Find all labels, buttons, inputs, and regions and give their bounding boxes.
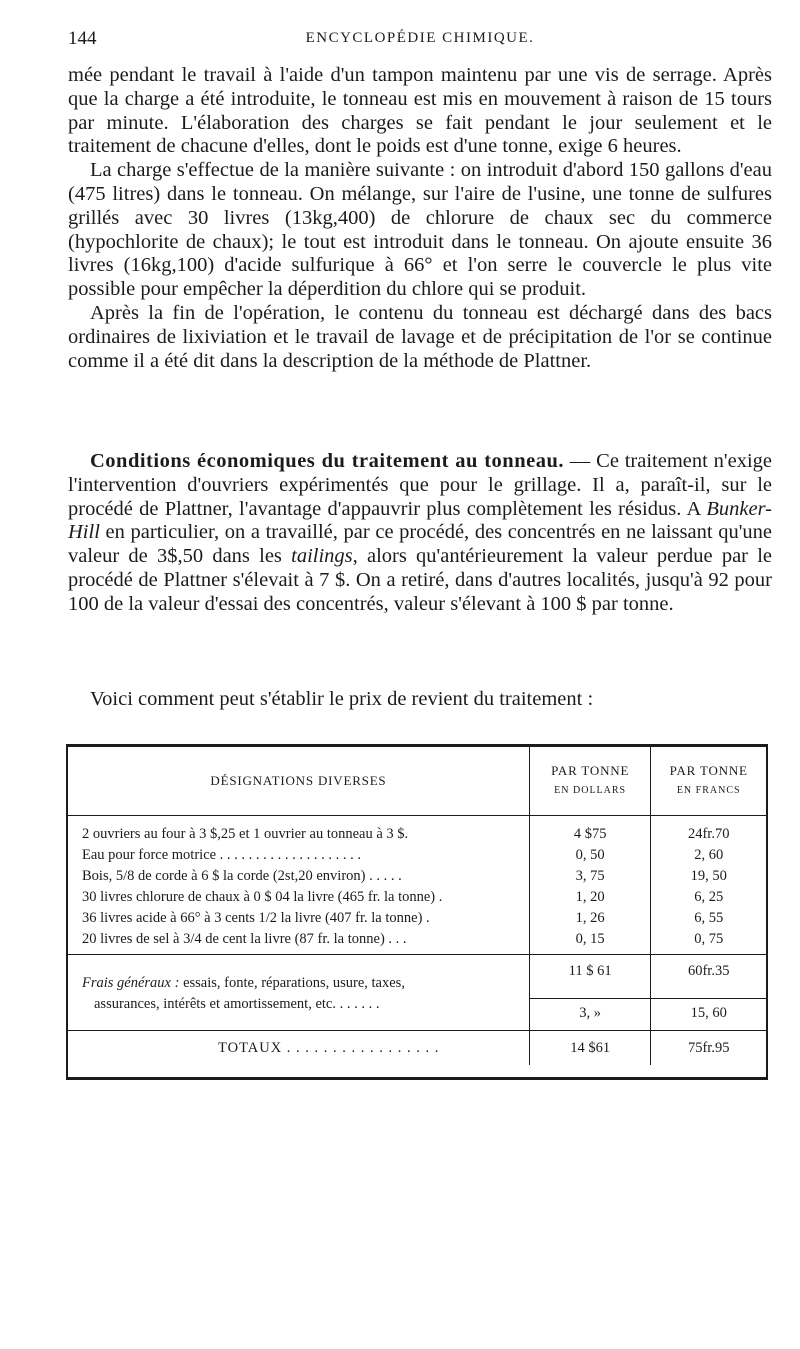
section-text-c: , alors qu'antérieurement la valeur perdue par le procédé de Plattner s'élevait à 7 $. On a retiré, dans d'autres localités, jusqu'à 92 pour 100 de la valeur d'essai des concentrés, valeur s'élevant à 100 $ par tonne. <box>68 545 773 615</box>
frais-dollars <box>529 955 651 1031</box>
table-row-label: 30 livres chlorure de chaux à 0 $ 04 la livre (465 fr. la tonne) . <box>82 889 443 905</box>
table-intro <box>68 688 772 712</box>
section-heading: Conditions économiques du traitement au tonneau. <box>90 450 564 472</box>
paragraph-1: mée pendant le travail à l'aide d'un tampon maintenu par une vis de serrage. Après que la charge a été introduite, le tonneau est mis en mouvement à raison de 15 tours par minute. L'élaboration des charges se fait pendant le jour seulement et le traitement de chacune d'elles, dont le poids est d'une tonne, exige 6 heures. <box>68 64 772 158</box>
table-cell-dollars: 0, 50 <box>575 847 605 863</box>
tailings-term: tailings <box>291 545 353 568</box>
table-intro-text: Voici comment peut s'établir le prix de revient du traitement : <box>90 688 594 710</box>
section-text-b: en particulier, on a travaillé, par ce procédé, des concentrés en ne laissant qu'une valeur de 3$,50 dans les <box>68 521 772 568</box>
table-row-label: Eau pour force motrice . . . . . . . . . . . . . . . . . . . . <box>82 847 362 863</box>
table-row-label: Bois, 5/8 de corde à 6 $ la corde (2st,20 environ) . . . . . <box>82 868 402 884</box>
francs-column <box>651 816 766 955</box>
table-cell-dollars: 3, 75 <box>575 868 605 884</box>
table-cell-dollars: 4 $75 <box>573 826 607 842</box>
running-head: ENCYCLOPÉDIE CHIMIQUE. <box>305 30 535 46</box>
body-text-top <box>68 64 772 373</box>
header-dollars: PAR TONNE EN DOLLARS <box>529 747 651 816</box>
table-cell-francs: 0, 75 <box>694 931 724 947</box>
table-row-label: 36 livres acide à 66° à 3 cents 1/2 la livre (407 fr. la tonne) . <box>82 910 430 926</box>
table-cell-francs: 2, 60 <box>694 847 724 863</box>
frais-dollars-value: 3, » <box>530 998 651 1024</box>
table-cell-dollars: 1, 20 <box>575 889 605 905</box>
paragraph-2: La charge s'effectue de la manière suivante : on introduit d'abord 150 gallons d'eau (475 litres) dans le tonneau. On mélange, sur l'aire de l'usine, une tonne de sulfures grillés avec 30 livres (13kg,400) de chlorure de chaux sec du commerce (hypochlorite de chaux); le tout est introduit dans le tonneau. On ajoute ensuite 36 livres (16kg,100) d'acide sulfurique à 66° et l'on serre le couvercle le plus vite possible pour empêcher la déperdition du chlore qui se produit. <box>68 159 772 301</box>
table-cell-francs: 6, 25 <box>694 889 724 905</box>
total-row <box>68 1031 766 1066</box>
table-cell-francs: 19, 50 <box>690 868 727 884</box>
dollars-column <box>529 816 651 955</box>
frais-row <box>68 955 766 1031</box>
header-designations: DÉSIGNATIONS DIVERSES <box>68 747 529 816</box>
table-row-label: 2 ouvriers au four à 3 $,25 et 1 ouvrier au tonneau à 3 $. <box>82 826 409 842</box>
total-label: TOTAUX . . . . . . . . . . . . . . . . . <box>68 1031 529 1066</box>
total-dollars: 14 $61 <box>529 1031 651 1066</box>
frais-francs <box>651 955 766 1031</box>
frais-francs-value: 15, 60 <box>651 998 766 1024</box>
subtotal-dollars: 11 $ 61 <box>568 963 612 979</box>
table-cell-dollars: 1, 26 <box>575 910 605 926</box>
page-header <box>68 28 772 54</box>
table-row-label: 20 livres de sel à 3/4 de cent la livre (87 fr. la tonne) . . . <box>82 931 407 947</box>
subtotal-francs: 60fr.35 <box>687 963 730 979</box>
designation-column <box>68 816 529 955</box>
table-cell-dollars: 0, 15 <box>575 931 605 947</box>
cost-table <box>66 744 768 1080</box>
section-dash: — <box>563 450 597 472</box>
section-economic <box>68 450 772 617</box>
place-name: Bunker-Hill <box>68 497 772 544</box>
table-cell-francs: 24fr.70 <box>687 826 730 842</box>
table-cell-francs: 6, 55 <box>694 910 724 926</box>
paragraph-3: Après la fin de l'opération, le contenu du tonneau est déchargé dans des bacs ordinaires de lixiviation et le travail de lavage et de précipitation de l'or se continue comme il a été dit dans la description de la méthode de Plattner. <box>68 301 772 372</box>
section-paragraph <box>68 450 772 617</box>
section-text-a: Ce traitement n'exige l'intervention d'ouvriers expérimentés que pour le grillage. Il a, paraît-il, sur le procédé de Plattner, l'avantage d'appauvrir plus complètement les résidus. A <box>68 450 772 520</box>
table-rows-block <box>68 816 766 955</box>
total-francs: 75fr.95 <box>651 1031 766 1066</box>
frais-label: Frais généraux : essais, fonte, réparations, usure, taxes, assurances, intérêts et amortissement, etc. . . . . . . <box>68 955 529 1031</box>
header-francs: PAR TONNE EN FRANCS <box>651 747 766 816</box>
page-number: 144 <box>68 28 97 49</box>
